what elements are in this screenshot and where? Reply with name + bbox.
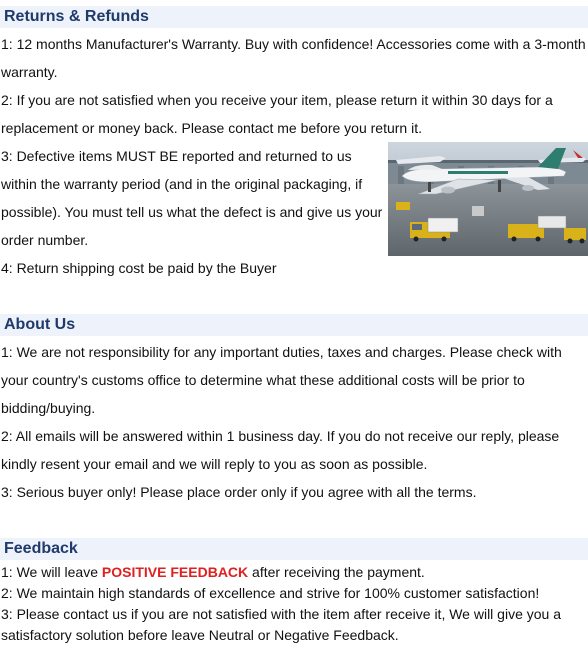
- about-line: bidding/buying.: [1, 400, 96, 416]
- positive-feedback-highlight: POSITIVE FEEDBACK: [101, 564, 249, 580]
- returns-line: 2: If you are not satisfied when you receive your item, please return it within 30 days for a: [1, 92, 553, 108]
- about-section: [0, 314, 588, 506]
- feedback-line1-pre: 1: We will leave: [1, 564, 102, 580]
- returns-line: replacement or money back. Please contact me before you return it.: [1, 120, 422, 136]
- feedback-line: satisfactory solution before leave Neutral or Negative Feedback.: [1, 627, 399, 643]
- feedback-line: 3: Please contact us if you are not satisfied with the item after receive it, We will give you a: [1, 606, 562, 622]
- about-line: kindly resent your email and we will reply to you as soon as possible.: [1, 456, 428, 472]
- returns-line: 3: Defective items MUST BE reported and returned to us: [1, 148, 352, 164]
- about-line: 2: All emails will be answered within 1 business day. If you do not receive our reply, please: [1, 428, 560, 444]
- returns-line: within the warranty period (and in the original packaging, if: [1, 176, 363, 192]
- cargo-airplane-photo: [388, 142, 588, 256]
- feedback-line: [0, 562, 588, 583]
- returns-line: 1: 12 months Manufacturer's Warranty. Buy with confidence! Accessories come with a 3-month: [1, 36, 586, 52]
- feedback-title: Feedback: [0, 538, 588, 560]
- about-line: 3: Serious buyer only! Please place order only if you agree with all the terms.: [1, 484, 477, 500]
- returns-line: 4: Return shipping cost be paid by the Buyer: [1, 260, 277, 276]
- returns-title: Returns & Refunds: [0, 6, 588, 28]
- feedback-section: [0, 538, 588, 646]
- about-title: About Us: [0, 314, 588, 336]
- returns-line: warranty.: [1, 64, 58, 80]
- feedback-line1-post: after receiving the payment.: [248, 564, 425, 580]
- about-line: your country's customs office to determine what these additional costs will be prior to: [1, 372, 525, 388]
- cargo-airplane-icon: [388, 142, 588, 256]
- returns-line: order number.: [1, 232, 89, 248]
- feedback-line: 2: We maintain high standards of excellence and strive for 100% customer satisfaction!: [1, 585, 540, 601]
- about-line: 1: We are not responsibility for any important duties, taxes and charges. Please check with: [1, 344, 562, 360]
- returns-line: possible). You must tell us what the defect is and give us your: [1, 204, 383, 220]
